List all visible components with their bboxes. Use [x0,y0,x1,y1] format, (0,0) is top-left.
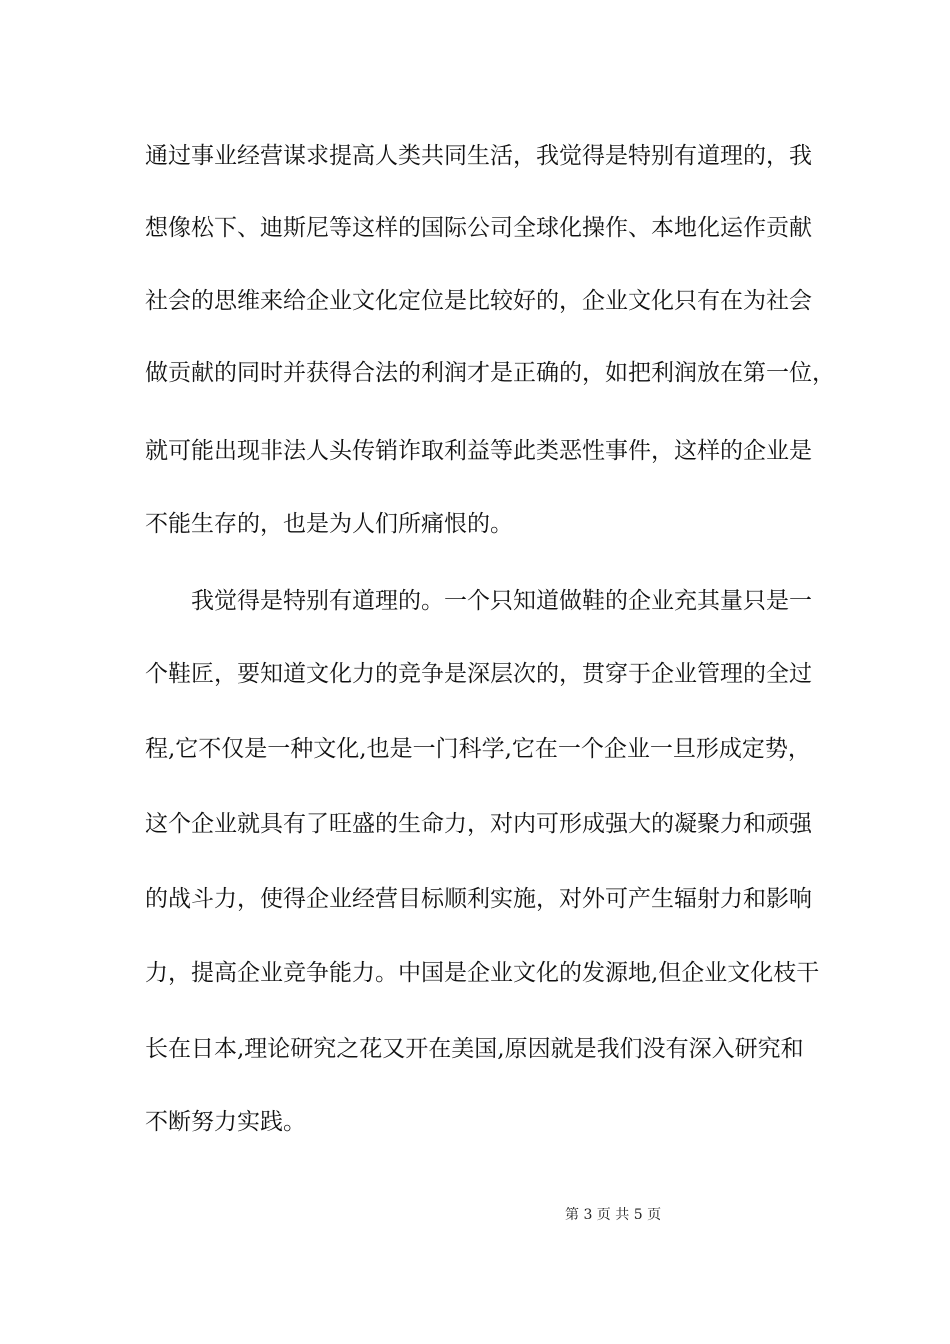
paragraph-line: 通过事业经营谋求提高人类共同生活，我觉得是特别有道理的，我 [145,143,812,169]
paragraph-line: 的战斗力，使得企业经营目标顺利实施，对外可产生辐射力和影响 [145,886,812,912]
paragraph-line: 做贡献的同时并获得合法的利润才是正确的，如把利润放在第一位， [145,360,835,386]
paragraph-line: 不断努力实践。 [145,1109,306,1135]
paragraph-line: 这个企业就具有了旺盛的生命力，对内可形成强大的凝聚力和顽强 [145,811,812,837]
paragraph-line: 我觉得是特别有道理的。一个只知道做鞋的企业充其量只是一 [191,588,812,614]
paragraph-line: 想像松下、迪斯尼等这样的国际公司全球化操作、本地化运作贡献 [145,215,812,241]
paragraph-line: 社会的思维来给企业文化定位是比较好的，企业文化只有在为社会 [145,288,812,314]
paragraph-line: 长在日本,理论研究之花又开在美国,原因就是我们没有深入研究和 [145,1036,804,1062]
paragraph-line: 程,它不仅是一种文化,也是一门科学,它在一个企业一旦形成定势， [145,736,811,762]
paragraph-line: 力，提高企业竞争能力。中国是企业文化的发源地,但企业文化枝干 [145,960,820,986]
page-number-label: 第 3 页 共 5 页 [565,1207,662,1223]
paragraph-line: 个鞋匠，要知道文化力的竞争是深层次的，贯穿于企业管理的全过 [145,661,812,687]
paragraph-line: 不能生存的，也是为人们所痛恨的。 [145,511,513,537]
paragraph-line: 就可能出现非法人头传销诈取利益等此类恶性事件，这样的企业是 [145,438,812,464]
